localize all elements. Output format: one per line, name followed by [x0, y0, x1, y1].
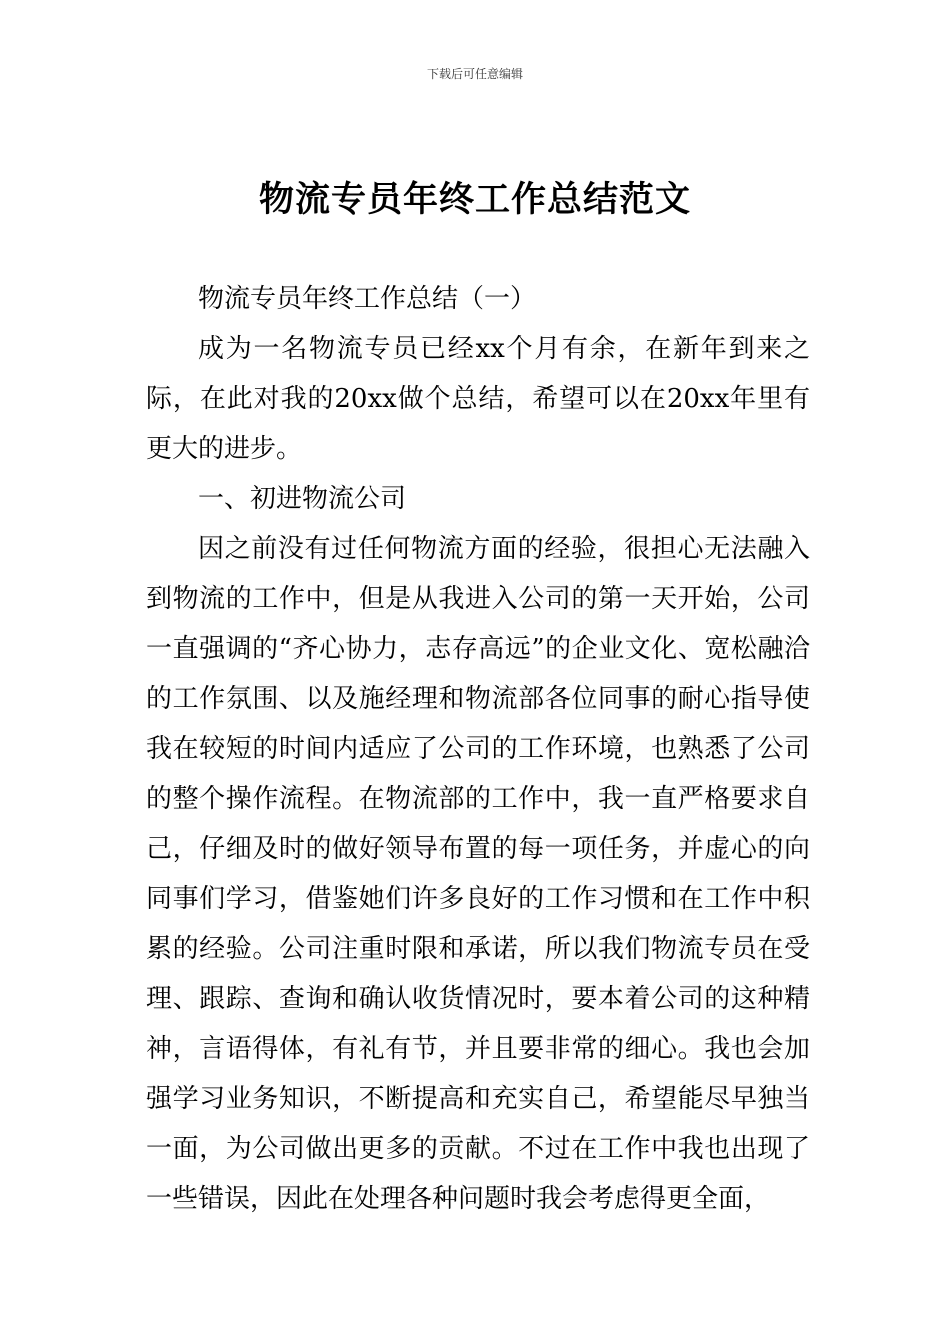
intro-paragraph: 成为一名物流专员已经xx个月有余，在新年到来之际，在此对我的20xx做个总结，希望可以在20xx年里有更大的进步。	[146, 334, 810, 464]
section-heading: 一、初进物流公司	[198, 484, 407, 514]
document-body	[146, 274, 810, 1224]
header-note: 下载后可任意编辑	[426, 67, 523, 81]
document-subtitle: 物流专员年终工作总结（一）	[198, 284, 537, 314]
document-title: 物流专员年终工作总结范文	[258, 180, 691, 220]
section-paragraph: 因之前没有过任何物流方面的经验，很担心无法融入到物流的工作中，但是从我进入公司的第一天开始，公司一直强调的“齐心协力，志存高远”的企业文化、宽松融洽的工作氛围、以及施经理和物流部各位同事的耐心指导使我在较短的时间内适应了公司的工作环境，也熟悉了公司的整个操作流程。在物流部的工作中，我一直严格要求自己，仔细及时的做好领导布置的每一项任务，并虚心的向同事们学习，借鉴她们许多良好的工作习惯和在工作中积累的经验。公司注重时限和承诺，所以我们物流专员在受理、跟踪、查询和确认收货情况时，要本着公司的这种精神，言语得体，有礼有节，并且要非常的细心。我也会加强学习业务知识，不断提高和充实自己，希望能尽早独当一面，为公司做出更多的贡献。不过在工作中我也出现了一些错误，因此在处理各种问题时我会考虑得更全面，	[146, 534, 810, 1214]
